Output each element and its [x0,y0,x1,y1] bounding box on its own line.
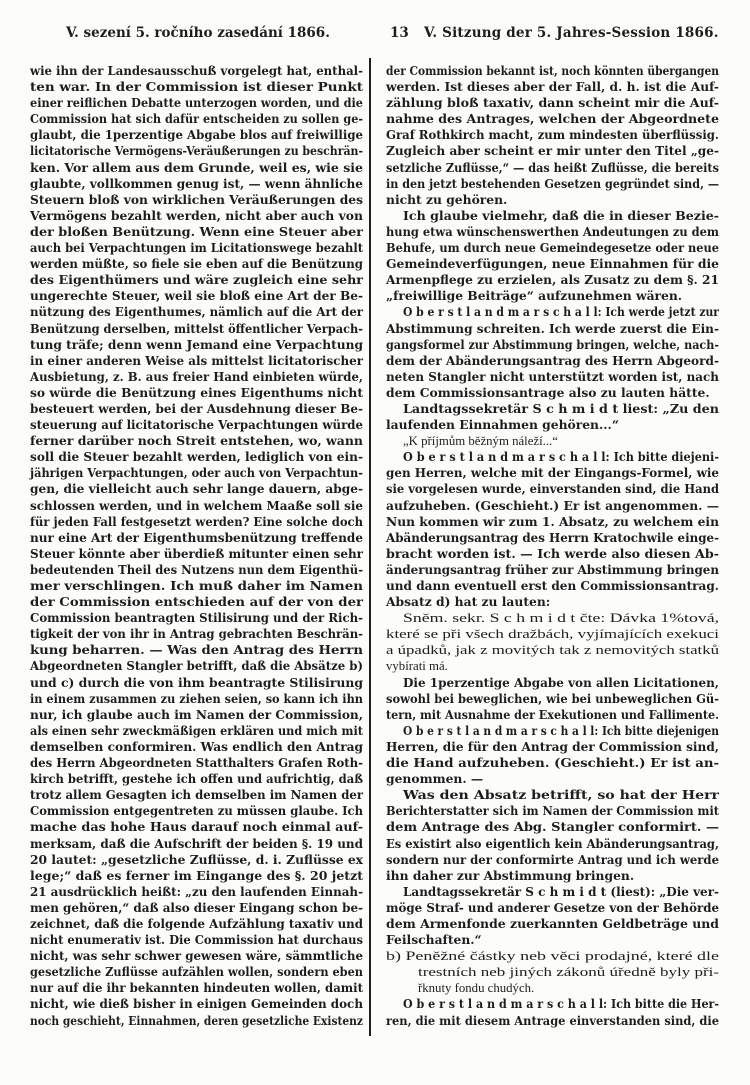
text-line: sie vorgelesen wurde, einverstanden sind, die Hand [386,481,719,497]
text-line: und c) durch die von ihm beantragte Stilisirung [30,674,363,690]
text-line: steuerung auf licitatorische Verpachtungen würde [30,417,363,433]
text-line: für jeden Fall festgesetzt werden? Eine solche doch [30,513,363,529]
text-line: besteuert werden, bei der Ausdehnung dieser Be- [30,400,363,416]
text-line: tigkeit der von ihr in Antrag gebrachten Beschrän- [30,626,363,642]
text-line: der bloßen Benützung. Wenn eine Steuer aber [30,223,363,239]
text-line: dem Armenfonde zuerkannten Geldbeträge und [386,915,719,931]
text-line: laufenden Einnahmen gehören...“ [386,417,619,433]
text-line: demselben conformiren. Was endlich den Antrag [30,738,363,754]
text-line: einer reiflichen Debatte unterzogen worden, und die [30,95,363,111]
text-line: Sněm. sekr. S c h m i d t čte: Dávka 1%tová, [403,611,719,626]
text-line: werden. Ist dieses aber der Fall, d. h. ist die Auf- [386,79,719,95]
text-line: Commission entgegentreten zu müssen glaube. Ich [30,803,363,819]
right-column [386,63,719,1029]
text-line: O b e r s t l a n d m a r s c h a l l: Ich bitte diejeni- [403,449,719,465]
text-line: ren, die mit diesem Antrage einverstanden sind, die [386,1012,719,1028]
text-line: Armenpflege zu erzielen, als Zusatz zu dem §. 21 [386,272,719,288]
text-line: und dann eventuell erst den Commissionsantrag. [386,578,719,593]
text-line: Zugleich aber scheint er mir unter den Titel „ge- [386,143,719,159]
text-line: Benützung derselben, mittelst öffentlicher Verpach- [30,320,363,336]
text-line: hung etwa wünschenswerthen Andeutungen zu dem [386,223,719,239]
text-line: Ich glaube vielmehr, daß die in dieser Bezie- [403,207,719,223]
text-line: Gemeindeverfügungen, neue Einnahmen für die [386,256,719,272]
text-line: Commission beantragten Stilisirung und der Rich- [30,610,363,626]
text-line: dem Commissionsantrage also zu lauten hätte. [386,384,710,400]
text-line: Landtagssekretär S c h m i d t (liest): „Die ver- [403,883,719,899]
text-line: glaubt, die 1perzentige Abgabe blos auf freiwillige [30,127,363,143]
left-column [30,63,363,1029]
text-line: bracht worden ist. — Ich werde also diesen Ab- [386,545,719,561]
text-line: men gehören,“ daß also dieser Eingang schon be- [30,899,363,915]
text-line: gesetzliche Zuflüsse aufzählen wollen, sondern eben [30,964,363,980]
header-title-czech: V. sezení 5. ročního zasedání 1866. [66,25,330,41]
text-line: so würde die Benützung eines Eigenthums nicht [30,384,363,400]
text-line: gen Herren, welche mit der Eingangs-Formel, wie [386,465,719,481]
text-line: dem der Abänderungsantrag des Herrn Abgeord- [386,352,719,368]
text-line: in den jetzt bestehenden Gesetzen gegründet sind, — [386,175,719,191]
text-line: Ausbietung, z. B. aus freier Hand einbieten würde, [30,368,363,384]
text-line: nur eine Art der Eigenthumsbenützung treffende [30,529,363,545]
text-line: glaubte, vollkommen genug ist, — wenn ähnliche [30,175,363,191]
text-line: ferner darüber noch Streit entstehen, wo, wann [30,433,363,449]
text-line: Abgeordneten Stangler betrifft, daß die Absätze b) [30,658,363,674]
text-line: dem Antrage des Abg. Stangler conformirt. — [386,819,719,835]
text-line: ten war. In der Commission ist dieser Punkt [30,79,363,95]
text-line: Feilschaften.“ [386,932,482,948]
text-line: des Herrn Abgeordneten Statthalters Grafen Roth- [30,755,363,771]
text-line: änderungsantrag früher zur Abstimmung bringen [386,561,719,577]
text-line: nahme des Antrages, welchen der Abgeordnete [386,111,719,127]
text-line: 21 ausdrücklich heißt: „zu den laufenden Einnah- [30,883,363,899]
text-line: gen, die vielleicht auch sehr lange dauern, abge- [30,481,363,497]
text-line: mache das hohe Haus darauf noch einmal auf- [30,819,363,835]
text-line: sowohl bei beweglichen, wie bei unbeweglichen Gü- [386,690,719,706]
text-line: aufzuheben. (Geschieht.) Er ist angenommen. — [386,497,719,513]
text-line: Herren, die für den Antrag der Commission sind, [386,738,719,754]
text-line: nicht enumerativ ist. Die Commission hat durchaus [30,932,363,948]
text-line: tern, mit Ausnahme der Exekutionen und Fallimente. [386,706,719,722]
text-line: kirch betrifft, gestehe ich offen und aufrichtig, daß [30,771,363,787]
text-line: Steuern bloß von wirklichen Veräußerungen des [30,191,363,207]
text-line: trestních neb jiných zákonů úředně byly při- [418,965,719,980]
text-line: Graf Rothkirch macht, zum mindesten überflüssig. [386,127,719,143]
text-line: bedeutenden Theil des Nutzens nun dem Eigenthü- [30,561,363,577]
text-line: sondern nur der conformirte Antrag und ich werde [386,851,719,867]
text-line: schlossen werden, und in welchem Maaße soll sie [30,497,363,513]
text-line: O b e r s t l a n d m a r s c h a l l: Ich werde jetzt zur [403,304,719,320]
text-line: der Commission entschieden auf der von der [30,594,363,610]
text-line: vybírati má. [386,659,448,674]
text-line: noch geschieht, Einnahmen, deren gesetzliche Existenz [30,1012,363,1028]
text-line: neten Stangler nicht unterstützt worden ist, nach [386,368,719,384]
text-line: mer verschlingen. Ich muß daher im Namen [30,578,364,593]
text-line: nicht, was sehr schwer gewesen wäre, sämmtliche [30,948,363,964]
text-line: tung träfe; denn wenn Jemand eine Verpachtung [30,336,363,352]
page-header [0,25,750,45]
text-line: gangsformel zur Abstimmung bringen, welche, nach- [386,336,719,352]
text-line: der Commission bekannt ist, noch könnten übergangen [386,63,719,78]
text-line: které se při všech dražbách, vyjímajících exekuci [386,627,719,642]
text-line: die Hand aufzuheben. (Geschieht.) Er ist an- [386,755,719,771]
header-title-german: V. Sitzung der 5. Jahres-Session 1866. [424,25,719,41]
text-line: 20 lautet: „gesetzliche Zuflüsse, d. i. Zuflüsse ex [30,851,363,867]
text-line: „freiwillige Beiträge“ aufzunehmen wären. [386,288,683,304]
text-line: Commission hat sich dafür entscheiden zu sollen ge- [30,111,363,127]
text-line: zeichnet, daß die folgende Aufzählung taxativ und [30,915,363,931]
text-line: trotz allem Gesagten ich demselben im Namen der [30,787,363,803]
text-line: nicht, wie dieß bisher in einigen Gemeinden doch [30,996,363,1012]
text-line: nicht zu gehören. [386,191,508,207]
text-line: als einen sehr zweckmäßigen erklären und mich mit [30,722,363,738]
text-line: in einem zusammen zu ziehen seien, so kann ich ihn [30,690,363,706]
text-line: jährigen Verpachtungen, oder auch von Verpachtun- [30,465,363,481]
text-line: a úpadků, jak z movitých tak z nemovitých statků [386,643,719,658]
text-line: O b e r s t l a n d m a r s c h a l l: Ich bitte die Her- [403,996,719,1012]
text-line: nur, ich glaube auch im Namen der Commission, [30,706,363,722]
text-line: „K příjmům běžným náleží...“ [403,434,558,449]
text-line: soll die Steuer bezahlt werden, lediglich von ein- [30,449,363,465]
text-line: Nun kommen wir zum 1. Absatz, zu welchem ein [386,513,719,529]
text-line: ken. Vor allem aus dem Grunde, weil es, wie sie [30,159,363,175]
text-line: kung beharren. — Was den Antrag des Herrn [30,642,363,658]
text-line: lege;“ daß es ferner im Eingange des §. 20 jetzt [30,867,363,883]
text-line: merksam, daß die Aufschrift der beiden §. 19 und [30,835,363,851]
text-line: Was den Absatz betrifft, so hat der Herr [403,787,719,803]
text-line: des Eigenthümers und wäre zugleich eine sehr [30,272,363,288]
text-line: Behufe, um durch neue Gemeindegesetze oder neue [386,240,719,256]
text-line: licitatorische Vermögens-Veräußerungen zu beschrän- [30,143,363,159]
text-line: Absatz d) hat zu lauten: [386,594,551,610]
text-line: nützung des Eigenthumes, nämlich auf die Art der [30,304,363,320]
text-line: Es existirt also eigentlich kein Abänderungsantrag, [386,835,719,851]
text-line: Abstimmung schreiten. Ich werde zuerst die Ein- [386,320,719,336]
text-line: ungerechte Steuer, weil sie bloß eine Art der Be- [30,288,363,304]
text-line: Berichterstatter sich im Namen der Commission mit [386,803,719,819]
text-line: Vermögens bezahlt werden, nicht aber auch von [30,207,363,223]
text-line: auch bei Verpachtungen im Licitationswege bezahlt [30,240,363,256]
text-line: Die 1perzentige Abgabe von allen Licitationen, [403,674,719,690]
text-line: nur auf die ihr bekannten hindeuten wollen, damit [30,980,363,996]
text-line: Landtagssekretär S c h m i d t liest: „Zu den [403,400,719,416]
text-line: wie ihn der Landesausschuß vorgelegt hat, enthal- [30,63,363,78]
text-line: Steuer könnte aber überdieß mitunter einen sehr [30,545,363,561]
text-line: b) Peněžné částky neb věci prodajné, které dle [386,949,719,964]
column-divider-rule [369,58,371,1036]
text-line: Abänderungsantrag des Herrn Kratochwile einge- [386,529,719,545]
text-line: zählung bloß taxativ, dann scheint mir die Auf- [386,95,719,111]
text-line: möge Straf- und anderer Gesetze von der Behörde [386,899,719,915]
page-number: 13 [390,25,409,41]
text-line: in einer anderen Weise als mittelst licitatorischer [30,352,363,368]
text-line: ihn daher zur Abstimmung bringen. [386,867,635,883]
text-line: řknuty fondu chudých. [418,981,535,996]
text-line: setzliche Zuflüsse,“ — das heißt Zuflüsse, die bereits [386,159,719,175]
text-line: werden müßte, so fiele sie eben auf die Benützung [30,256,363,272]
text-line: genommen. — [386,771,484,787]
text-line: O b e r s t l a n d m a r s c h a l l: Ich bitte diejenigen [403,722,719,738]
